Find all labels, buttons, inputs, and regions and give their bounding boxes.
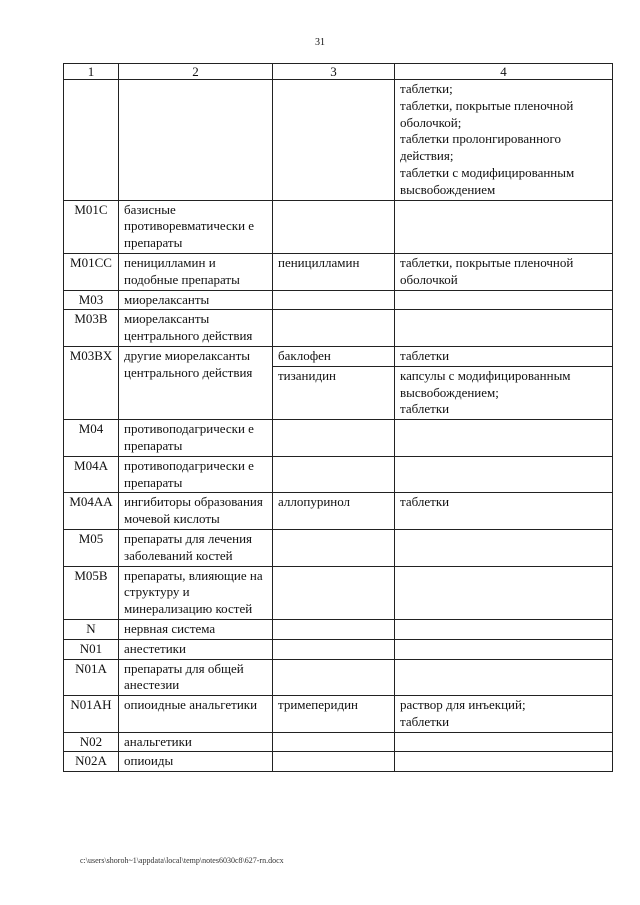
group-cell: препараты для лечения заболеваний костей	[119, 529, 273, 566]
group-cell	[119, 80, 273, 201]
atc-code-cell: M04	[64, 420, 119, 457]
group-cell: анальгетики	[119, 732, 273, 752]
dosage-form-cell: таблетки, покрытые пленочной оболочкой	[395, 253, 613, 290]
table-row	[64, 310, 613, 347]
substance-cell	[273, 659, 395, 696]
atc-code-cell: M04AA	[64, 493, 119, 530]
substance-cell	[273, 80, 395, 201]
atc-code-cell: M05	[64, 529, 119, 566]
table-row	[64, 200, 613, 253]
atc-code-cell: M05B	[64, 566, 119, 619]
dosage-form-cell	[395, 732, 613, 752]
dosage-form-cell: капсулы с модифицированным высвобождением; таблетки	[395, 366, 613, 419]
table-row	[64, 732, 613, 752]
atc-code-cell	[64, 80, 119, 201]
column-header-2: 2	[119, 64, 273, 80]
substance-cell: тримеперидин	[273, 696, 395, 733]
substance-cell	[273, 310, 395, 347]
substance-cell	[273, 639, 395, 659]
table-row	[64, 639, 613, 659]
document-file-path: c:\users\shoroh~1\appdata\local\temp\notes6030c8\627-rn.docx	[80, 856, 284, 865]
group-cell: опиоидные анальгетики	[119, 696, 273, 733]
substance-cell	[273, 619, 395, 639]
table-row	[64, 752, 613, 772]
group-cell: опиоиды	[119, 752, 273, 772]
table-row	[64, 420, 613, 457]
table-row	[64, 493, 613, 530]
substance-cell: пеницилламин	[273, 253, 395, 290]
table-row	[64, 566, 613, 619]
group-cell: нервная система	[119, 619, 273, 639]
table-row	[64, 290, 613, 310]
atc-code-cell: M03BX	[64, 346, 119, 419]
group-cell: ингибиторы образования мочевой кислоты	[119, 493, 273, 530]
dosage-form-cell: таблетки	[395, 346, 613, 366]
table-row	[64, 529, 613, 566]
group-cell: миорелаксанты центрального действия	[119, 310, 273, 347]
atc-code-cell: M03B	[64, 310, 119, 347]
atc-code-cell: N02	[64, 732, 119, 752]
atc-code-cell: N01AH	[64, 696, 119, 733]
dosage-form-cell	[395, 200, 613, 253]
substance-cell	[273, 566, 395, 619]
substance-cell: тизанидин	[273, 366, 395, 419]
group-cell: базисные противоревматически е препараты	[119, 200, 273, 253]
group-cell: пеницилламин и подобные препараты	[119, 253, 273, 290]
atc-code-cell: N01	[64, 639, 119, 659]
atc-code-cell: N02A	[64, 752, 119, 772]
group-cell: препараты для общей анестезии	[119, 659, 273, 696]
header-row	[64, 64, 613, 80]
substance-cell	[273, 529, 395, 566]
group-cell: другие миорелаксанты центрального действия	[119, 346, 273, 419]
table-row	[64, 346, 613, 366]
dosage-form-cell	[395, 619, 613, 639]
atc-code-cell: M01CC	[64, 253, 119, 290]
atc-code-cell: N01A	[64, 659, 119, 696]
atc-code-cell: N	[64, 619, 119, 639]
table-row	[64, 253, 613, 290]
substance-cell	[273, 420, 395, 457]
dosage-form-cell	[395, 529, 613, 566]
table-row	[64, 456, 613, 493]
dosage-form-cell: таблетки	[395, 493, 613, 530]
group-cell: противоподагрически е препараты	[119, 420, 273, 457]
dosage-form-cell	[395, 639, 613, 659]
substance-cell	[273, 200, 395, 253]
dosage-form-cell	[395, 310, 613, 347]
group-cell: препараты, влияющие на структуру и минерализацию костей	[119, 566, 273, 619]
table-row	[64, 80, 613, 201]
substance-cell	[273, 456, 395, 493]
group-cell: миорелаксанты	[119, 290, 273, 310]
dosage-form-cell: таблетки; таблетки, покрытые пленочной оболочкой; таблетки пролонгированного действия; таблетки с модифицированным высвобождением	[395, 80, 613, 201]
column-header-4: 4	[395, 64, 613, 80]
column-header-3: 3	[273, 64, 395, 80]
dosage-form-cell: раствор для инъекций; таблетки	[395, 696, 613, 733]
page-number: 31	[315, 37, 325, 48]
group-cell: противоподагрически е препараты	[119, 456, 273, 493]
atc-code-cell: M04A	[64, 456, 119, 493]
atc-code-cell: M03	[64, 290, 119, 310]
table-row	[64, 696, 613, 733]
dosage-form-cell	[395, 659, 613, 696]
atc-code-cell: M01C	[64, 200, 119, 253]
dosage-form-cell	[395, 290, 613, 310]
drug-table	[63, 63, 613, 772]
table-row	[64, 619, 613, 639]
substance-cell: баклофен	[273, 346, 395, 366]
group-cell: анестетики	[119, 639, 273, 659]
substance-cell	[273, 732, 395, 752]
column-header-1: 1	[64, 64, 119, 80]
substance-cell	[273, 752, 395, 772]
dosage-form-cell	[395, 456, 613, 493]
substance-cell: аллопуринол	[273, 493, 395, 530]
dosage-form-cell	[395, 752, 613, 772]
dosage-form-cell	[395, 566, 613, 619]
dosage-form-cell	[395, 420, 613, 457]
table-row	[64, 659, 613, 696]
substance-cell	[273, 290, 395, 310]
